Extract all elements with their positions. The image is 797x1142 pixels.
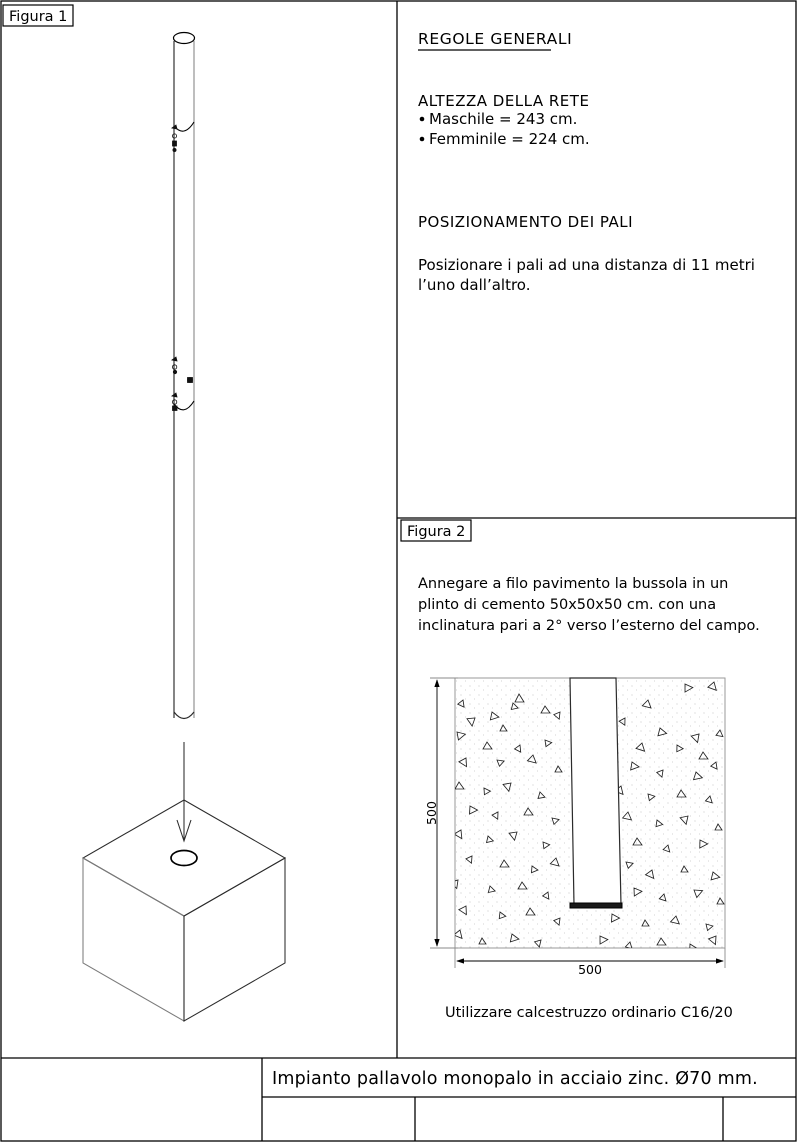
figura2-description: [418, 576, 760, 634]
rules-heading: REGOLE GENERALI: [418, 30, 573, 48]
pole-position-line-2: l’uno dall’altro.: [418, 276, 531, 294]
dimension-label-vertical: 500: [424, 801, 439, 825]
net-height-item-male: Maschile = 243 cm.: [429, 110, 578, 128]
dimension-label-horizontal: 500: [578, 962, 602, 977]
embedded-sleeve: [570, 678, 622, 908]
net-height-title: ALTEZZA DELLA RETE: [418, 92, 590, 110]
drawing-title: Impianto pallavolo monopalo in acciaio zinc. Ø70 mm.: [272, 1069, 758, 1089]
assembly-direction-arrow: [177, 742, 191, 841]
bullet-icon: [420, 117, 425, 122]
pole-hardware-fittings: [172, 125, 193, 411]
sheet-frame: [1, 1, 796, 1141]
figura1-label-box: [3, 5, 73, 26]
panel-dividers: [1, 1, 796, 1141]
figura2-line-1: Annegare a filo pavimento la bussola in un: [418, 576, 729, 592]
pole-position-line-1: Posizionare i pali ad una distanza di 11 metri: [418, 256, 755, 274]
bullet-icon: [420, 137, 425, 142]
concrete-note: Utilizzare calcestruzzo ordinario C16/20: [445, 1005, 733, 1021]
figura2-line-3: inclinatura pari a 2° verso l’esterno del campo.: [418, 618, 760, 634]
pole-position-title: POSIZIONAMENTO DEI PALI: [418, 213, 634, 231]
figura2-line-2: plinto di cemento 50x50x50 cm. con una: [418, 597, 717, 613]
figura2-label-box: [401, 520, 471, 541]
net-height-item-female: Femminile = 224 cm.: [429, 130, 590, 148]
figura2-label: Figura 2: [407, 524, 466, 540]
figura1-label: Figura 1: [9, 9, 68, 25]
rules-panel: [418, 30, 755, 294]
sleeve-hole-on-cube: [171, 851, 197, 866]
concrete-block-section: [450, 678, 725, 951]
net-height-list: [420, 110, 590, 148]
